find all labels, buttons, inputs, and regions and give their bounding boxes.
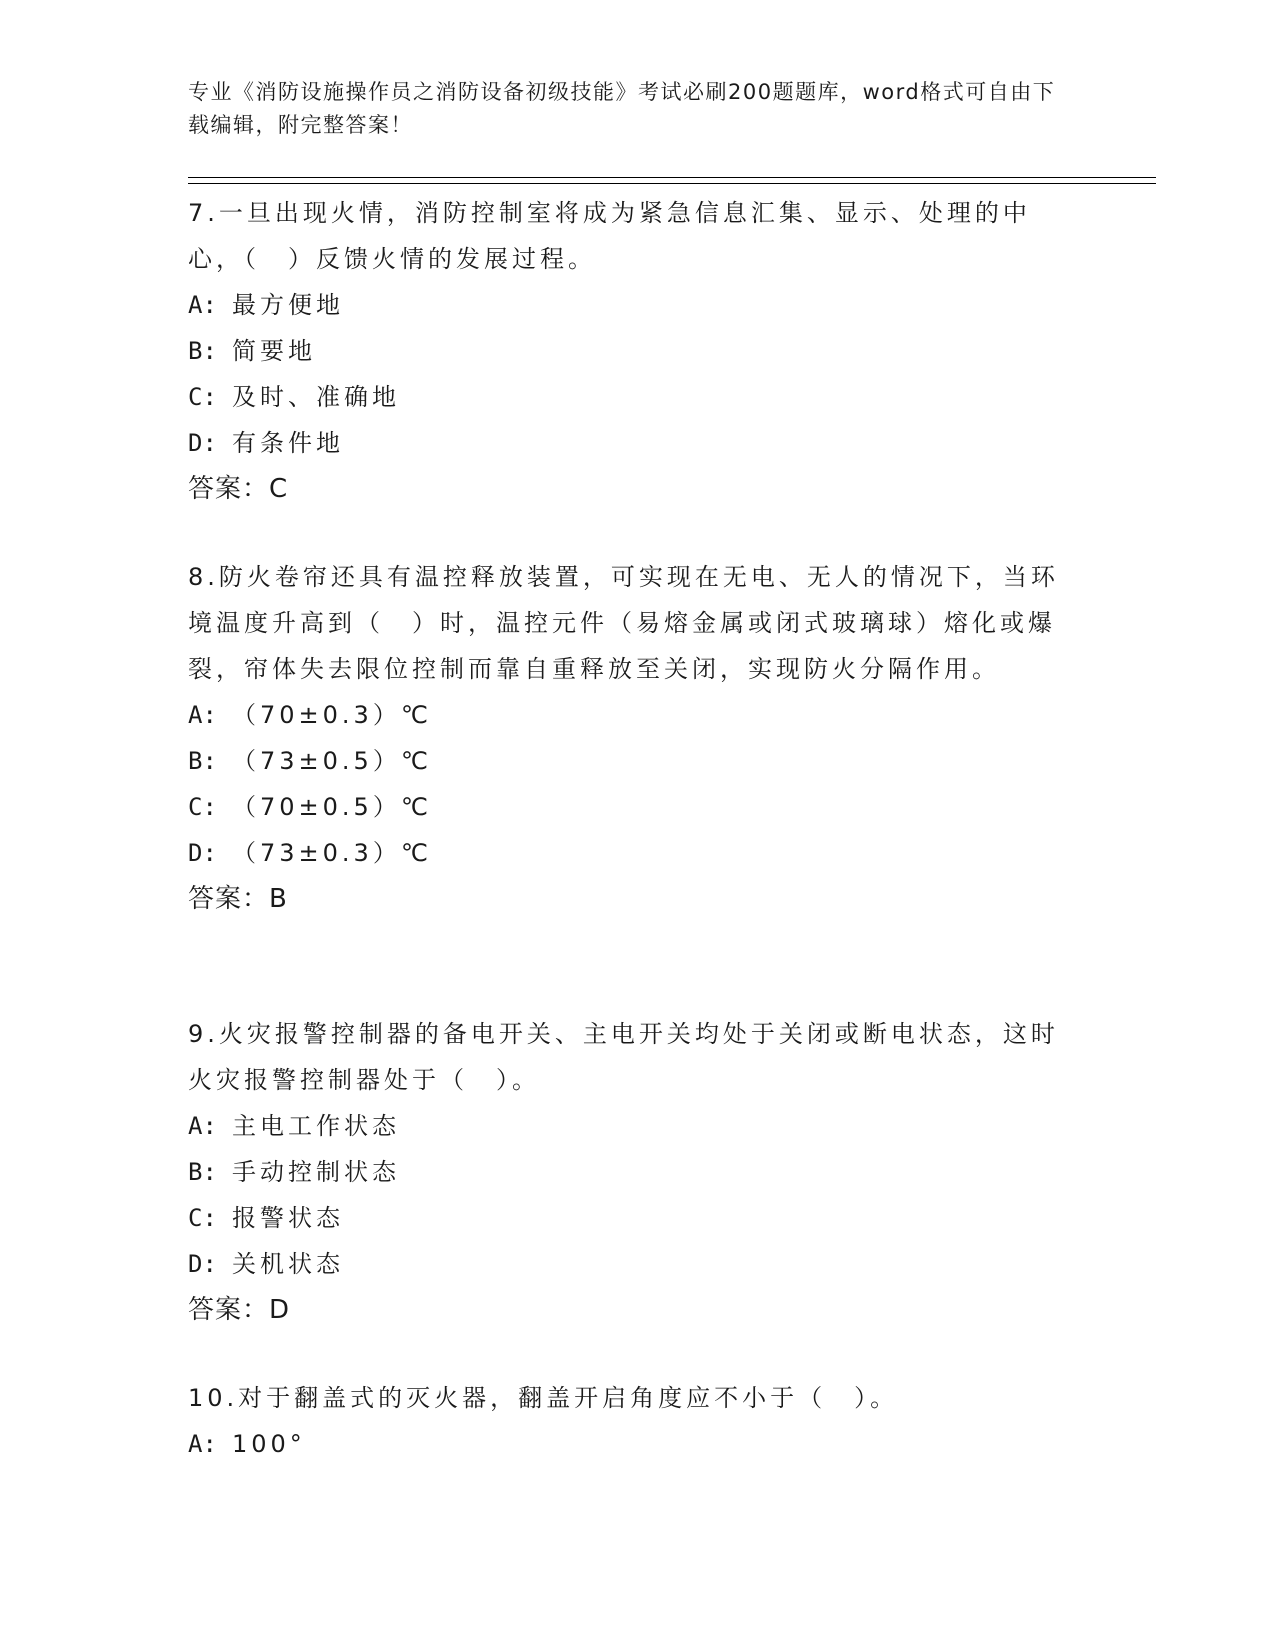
option-letter: D:	[188, 1250, 217, 1278]
option-d	[188, 420, 1068, 466]
answer-line: 答案：C	[188, 474, 289, 504]
option-text: 主电工作状态	[232, 1112, 400, 1140]
answer-line: 答案：D	[188, 1295, 291, 1325]
option-d	[188, 1241, 1068, 1287]
option-letter: C:	[188, 1204, 217, 1232]
question-stem: 9.火灾报警控制器的备电开关、主电开关均处于关闭或断电状态，这时火灾报警控制器处于（ ）。	[188, 1020, 1059, 1094]
option-b	[188, 738, 1068, 784]
option-letter: B:	[188, 747, 217, 775]
option-b	[188, 1149, 1068, 1195]
option-text: 及时、准确地	[232, 383, 400, 411]
option-text: （73±0.3）℃	[232, 839, 432, 867]
question-stem: 8.防火卷帘还具有温控释放装置，可实现在无电、无人的情况下，当环境温度升高到（ ）时，温控元件（易熔金属或闭式玻璃球）熔化或爆裂，帘体失去限位控制而靠自重释放至关闭，实现防火分隔作用。	[188, 563, 1059, 683]
option-a	[188, 1103, 1068, 1149]
option-letter: D:	[188, 839, 217, 867]
option-text: 手动控制状态	[232, 1158, 400, 1186]
option-d	[188, 830, 1068, 876]
option-letter: A:	[188, 701, 217, 729]
option-text: 关机状态	[232, 1250, 344, 1278]
header-divider-top	[188, 177, 1156, 178]
option-letter: A:	[188, 1112, 217, 1140]
option-letter: B:	[188, 1158, 217, 1186]
option-letter: C:	[188, 793, 217, 821]
option-letter: B:	[188, 337, 217, 365]
option-c	[188, 1195, 1068, 1241]
question-stem: 7.一旦出现火情，消防控制室将成为紧急信息汇集、显示、处理的中心，（ ）反馈火情的发展过程。	[188, 199, 1031, 273]
option-text: 有条件地	[232, 429, 344, 457]
option-text: （70±0.5）℃	[232, 793, 432, 821]
option-text: 最方便地	[232, 291, 344, 319]
option-c	[188, 784, 1068, 830]
option-text: 简要地	[232, 337, 316, 365]
answer-line: 答案：B	[188, 884, 288, 914]
header-divider-bottom	[188, 183, 1156, 184]
option-text: 100°	[232, 1430, 306, 1458]
option-a	[188, 692, 1068, 738]
option-letter: A:	[188, 291, 217, 319]
option-letter: C:	[188, 383, 217, 411]
question-9	[188, 1011, 1068, 1333]
option-letter: A:	[188, 1430, 217, 1458]
option-text: （70±0.3）℃	[232, 701, 432, 729]
option-a	[188, 1421, 1068, 1467]
option-b	[188, 328, 1068, 374]
option-letter: D:	[188, 429, 217, 457]
question-8	[188, 554, 1068, 922]
question-7	[188, 190, 1068, 512]
option-text: 报警状态	[232, 1204, 344, 1232]
page-header-title: 专业《消防设施操作员之消防设备初级技能》考试必刷200题题库，word格式可自由下载编辑，附完整答案！	[188, 80, 1056, 137]
option-text: （73±0.5）℃	[232, 747, 432, 775]
option-a	[188, 282, 1068, 328]
option-c	[188, 374, 1068, 420]
question-stem: 10.对于翻盖式的灭火器，翻盖开启角度应不小于（ ）。	[188, 1384, 899, 1412]
question-10	[188, 1375, 1068, 1467]
